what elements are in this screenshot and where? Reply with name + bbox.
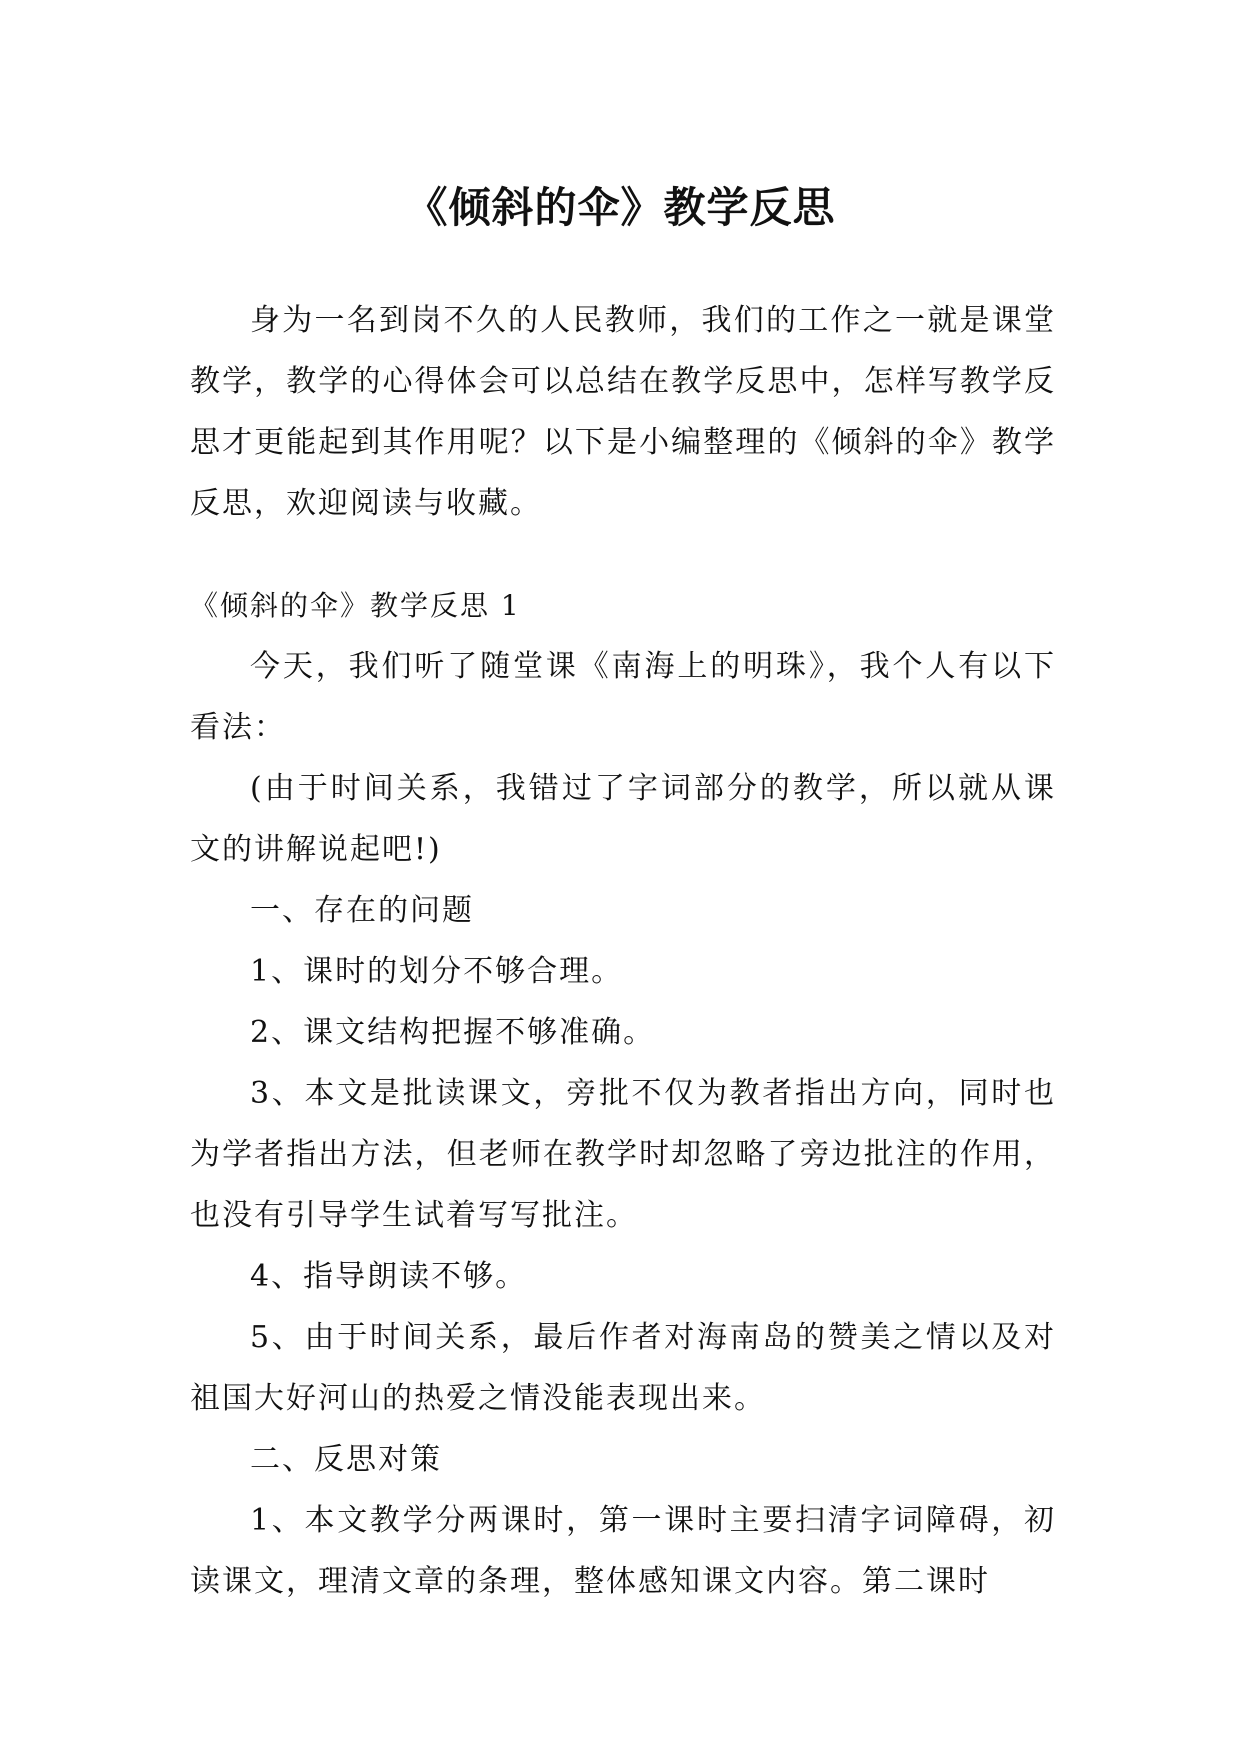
list-item: 1、本文教学分两课时，第一课时主要扫清字词障碍，初读课文，理清文章的条理，整体感知课文内容。第二课时 xyxy=(190,1503,1056,1599)
section-content xyxy=(190,575,1056,1612)
list-item: 2、课文结构把握不够准确。 xyxy=(250,1015,656,1050)
list-item: 1、课时的划分不够合理。 xyxy=(250,954,624,989)
document-title: 《倾斜的伞》教学反思 xyxy=(405,183,836,233)
section-heading: 《倾斜的伞》教学反思 1 xyxy=(190,589,521,622)
intro-paragraph: 身为一名到岗不久的人民教师，我们的工作之一就是课堂教学，教学的心得体会可以总结在教学反思中，怎样写教学反思才更能起到其作用呢？以下是小编整理的《倾斜的伞》教学反思，欢迎阅读与收藏。 xyxy=(190,303,1056,521)
subheading-countermeasures: 二、反思对策 xyxy=(250,1442,442,1477)
list-item: 5、由于时间关系，最后作者对海南岛的赞美之情以及对祖国大好河山的热爱之情没能表现出来。 xyxy=(190,1320,1056,1416)
list-item: 4、指导朗读不够。 xyxy=(250,1259,528,1294)
subheading-problems: 一、存在的问题 xyxy=(250,893,474,928)
intro-block xyxy=(190,290,1056,534)
list-item: 3、本文是批读课文，旁批不仅为教者指出方向，同时也为学者指出方法，但老师在教学时却忽略了旁边批注的作用，也没有引导学生试着写写批注。 xyxy=(190,1076,1056,1233)
paragraph: (由于时间关系，我错过了字词部分的教学，所以就从课文的讲解说起吧!) xyxy=(190,771,1056,867)
paragraph: 今天，我们听了随堂课《南海上的明珠》，我个人有以下看法： xyxy=(190,649,1056,745)
